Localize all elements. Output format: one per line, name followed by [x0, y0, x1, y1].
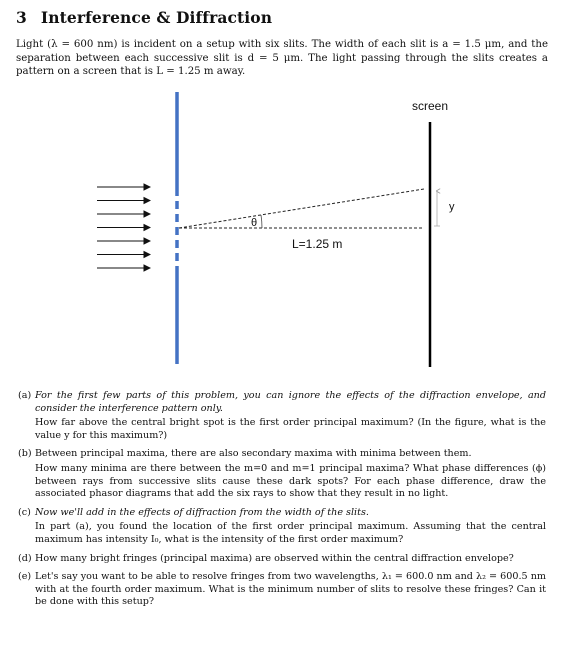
question-a	[18, 390, 546, 442]
question-label: (d)	[18, 552, 32, 564]
question-label: (a)	[18, 390, 32, 401]
question-body: How many bright fringes (principal maxima) are observed within the central diffraction envelope?	[35, 552, 514, 564]
question-label: (c)	[18, 506, 31, 518]
question-d	[18, 553, 546, 566]
theta-arc	[261, 215, 262, 228]
question-note: Now we'll add in the effects of diffraction from the width of the slits.	[35, 506, 369, 518]
question-body: How far above the central bright spot is the first order principal maximum? (In the figure, what is the value y for this maximum?)	[35, 417, 546, 441]
question-label: (b)	[18, 448, 32, 460]
question-c	[18, 507, 546, 547]
slit-opening	[175, 222, 179, 227]
slit-opening	[175, 248, 179, 253]
slit-opening	[175, 209, 179, 214]
question-list	[18, 390, 546, 611]
slit-opening	[175, 261, 179, 266]
question-body: Let's say you want to be able to resolve fringes from two wavelengths, λ₁ = 600.0 nm and λ₂ = 600.5 nm with at the fourth order maximum. What is the minimum number of slits to resolve these fringes? Can it be done with this setup?	[35, 571, 546, 608]
section-title: Interference & Diffraction	[40, 8, 273, 27]
slit-opening	[175, 196, 179, 201]
angled-ray	[179, 189, 424, 228]
distance-label: L=1.25 m	[292, 237, 343, 251]
intro-line-3: a screen that is L = 1.25 m away.	[73, 66, 246, 78]
question-b	[18, 448, 546, 500]
problem-intro	[16, 38, 548, 79]
question-body: In part (a), you found the location of the first order principal maximum. Assuming that the central maximum has intensity I₀, what is the intensity of the first order maximum?	[35, 521, 546, 545]
theta-label: θ	[251, 217, 258, 229]
incoming-light-arrows	[97, 187, 150, 268]
slit-setup-diagram	[0, 84, 577, 374]
intro-line-2: separation between each successive slit is d = 5 μm. The light passing through the slits creates a pattern on	[16, 52, 548, 78]
section-number: 3	[16, 8, 27, 27]
screen-label: screen	[411, 99, 449, 113]
question-body: Between principal maxima, there are also secondary maxima with minima between them.	[35, 448, 472, 460]
question-body-continued: How many minima are there between the m=0 and m=1 principal maxima? What phase differences (ϕ) between rays from successive slits cause these dark spots? For each phase difference, draw the associated phasor diagrams that add the six rays to show that they result in no light.	[35, 462, 546, 500]
question-e	[18, 571, 546, 609]
question-note: For the first few parts of this problem, you can ignore the effects of the diffraction envelope, and consider the interference pattern only.	[35, 390, 546, 414]
y-label: y	[449, 201, 455, 213]
section-heading	[16, 8, 272, 27]
slit-opening	[175, 235, 179, 240]
intro-line-1: Light (λ = 600 nm) is incident on a setup with six slits. The width of each slit is a = 1.5 μm, and the	[16, 39, 548, 50]
question-label: (e)	[18, 571, 32, 583]
